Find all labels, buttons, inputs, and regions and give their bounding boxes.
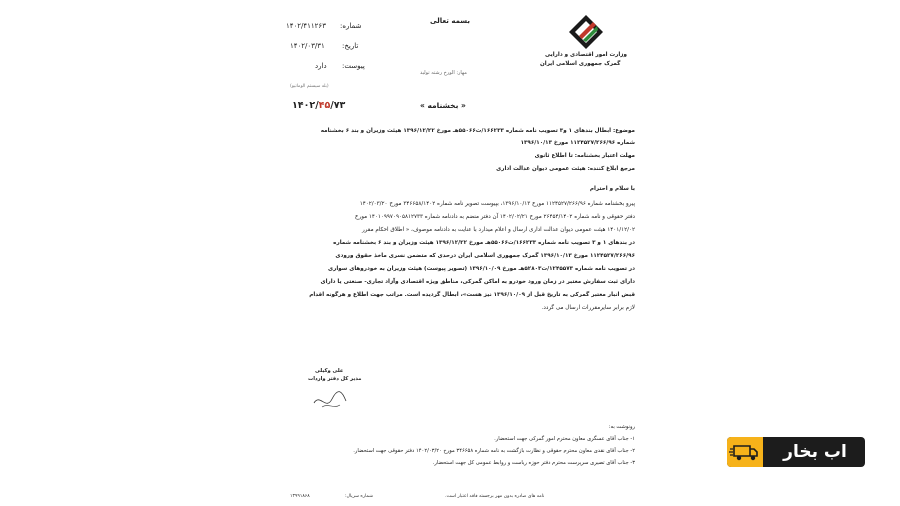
body-line: ۱۴۰۱/۱۲/۰۲ هیئت عمومی دیوان عدالت اداری ارسال و اعلام میدارد با عنایت به دادنامه موصوف، « اطلاق احکام مقرر: [361, 227, 635, 233]
signatory-title: مدیر کل دفتر واردات: [308, 376, 362, 382]
circular-number-mid: ۴۵: [318, 100, 331, 111]
footer-note: نامه های صادره بدون مهر برجسته فاقد اعتبار است.: [445, 494, 545, 499]
cc-item: ۳- جناب آقای تصیری سرپرست محترم دفتر حوزه ریاست و روابط عمومی کل جهت استحضار.: [432, 460, 635, 466]
validity-line: مهلت اعتبار بخشنامه: تا اطلاع ثانوی: [534, 153, 635, 159]
circular-title: « بخشنامه »: [420, 101, 466, 110]
body-line: در تصویب نامه شماره ۱۲۴۵۵۷۳/ت۵۲۸۰۳هـ مورخ ۱۳۹۶/۱۰/۰۹ (تصویر پیوست) هیئت وزیران به خودروهای سواری: [327, 266, 635, 272]
brand-text: اب بخار: [783, 442, 847, 462]
subject-line: موضوع: ابطال بندهای ۱ و۳ تصویب نامه شماره ۱۶۶۲۳۳/ت۵۵۰۶۶هـ مورخ ۱۳۹۶/۱۲/۲۲ هیئت وزیران و بند ۶ بخشنامه: [320, 128, 635, 134]
signatory-name: علی وکیلی: [315, 368, 344, 374]
org-line-2: گمرک جمهوری اسلامی ایران: [540, 61, 621, 67]
body-line: لازم برابر سایرمقررات ارسال می گردد.: [541, 305, 635, 311]
issuer-line: مرجع ابلاغ کننده: هیئت عمومی دیوان عدالت اداری: [496, 166, 635, 172]
date-label: تاریخ:: [342, 42, 359, 50]
circular-number: [292, 100, 345, 111]
subject-line: شماره ۱۱۲۴۵۲۷/۲۶۶/۹۶ مورخ ۱۳۹۶/۱۰/۱۳: [520, 140, 635, 146]
basmala: بسمه تعالی: [430, 17, 471, 25]
customs-logo: [568, 14, 604, 50]
body-line: دفتر حقوقی و نامه شماره ۲۶۴۵۴/۱۴۰۲ مورخ ۱۴۰۲/۰۲/۲۱ آن دفتر منضم به دادنامه شماره ۱۴۰۱۰۹۹۷۰۹۰۵۸۱۲۷۳۳ مورخ: [354, 214, 635, 220]
body-line: دارای ثبت سفارش معتبر در زمان ورود خودرو به اماکن گمرکی، مناطق ویژه اقتصادی وآزاد تجاری- صنعتی یا دارای: [320, 279, 635, 285]
greeting: با سلام و احترام: [589, 186, 635, 192]
footer-code: ۱۳۹۹۱۸۶۸: [290, 494, 310, 499]
footer-serial-label: شماره سریال:: [345, 494, 373, 499]
brand-badge: [727, 437, 763, 467]
body-line: پیرو بخشنامه شماره ۱۱۲۴۵۲۷/۲۶۶/۹۶ مورخ ۱۳۹۶/۱۰/۱۳، بپیوست تصویر نامه شماره ۳۴۶۶۵۸/۱۴۰۲ مورخ ۱۴۰۲/۰۳/۲۰: [359, 201, 635, 207]
handwritten-signature: [310, 383, 350, 415]
truck-icon: [727, 437, 763, 467]
body-line: ۱۱۲۴۵۲۷/۲۶۶/۹۶ مورخ ۱۳۹۶/۱۰/۱۳ گمرک جمهوری اسلامی ایران درحدی که متضمن نسری ماخذ حقوق ورودی: [335, 253, 635, 259]
cc-heading: رونوشت به:: [608, 424, 635, 430]
cc-item: ۲- جناب آقای نقدی معاون محترم حقوقی و نظارت بازگشت به نامه شماره ۳۴۶۶۵۸ مورخ ۱۴۰۲/۰۳/۲۰ دفتر حقوقی جهت استحضار.: [353, 448, 635, 454]
document-page: [270, 0, 645, 506]
cc-item: ۱- جناب آقای عسگری معاون محترم امور گمرکی جهت استحضار.: [494, 436, 635, 442]
system-note: (بله سیستم الوماتیو): [290, 84, 329, 89]
org-line-1: وزارت امور اقتصادی و دارایی: [545, 52, 627, 58]
circular-number-suffix: /۷۳: [330, 100, 346, 111]
number-value: ۱۴۰۲/۴۱۱۲۶۳: [286, 22, 326, 30]
attachment-value: دارد: [315, 62, 327, 70]
attachment-label: پیوست:: [342, 62, 365, 70]
brand-logo: [727, 437, 865, 467]
number-label: شماره:: [340, 22, 362, 30]
body-line: در بندهای ۱ و ۳ تصویب نامه شماره ۱۶۶۲۳۳/ت۵۵۰۶۶هـ مورخ ۱۳۹۶/۱۲/۲۲ هیئت وزیران و بند ۶ بخشنامه شماره: [333, 240, 635, 246]
body-line: قبض انبار معتبر گمرکی به تاریخ قبل از ۱۳۹۶/۱۰/۰۹ نیز هست»، ابطال گردیده است. مراتب جهت اطلاع و هرگونه اقدام: [309, 292, 635, 298]
stamp-text: مهار: الورخ رشته تولید: [420, 70, 467, 76]
circular-number-prefix: ۱۴۰۲/: [292, 100, 319, 111]
date-value: ۱۴۰۲/۰۳/۳۱: [290, 42, 325, 50]
